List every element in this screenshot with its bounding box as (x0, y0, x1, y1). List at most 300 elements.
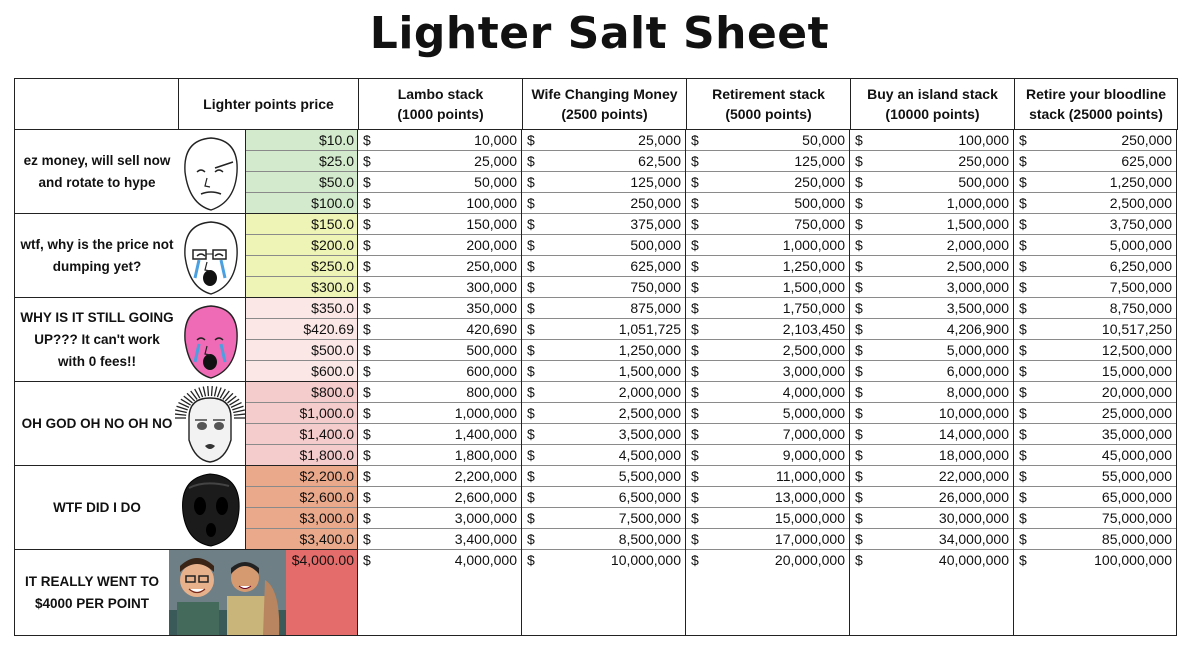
value-cell (850, 235, 1014, 256)
currency-symbol: $ (363, 237, 371, 253)
salt-sheet-table (14, 78, 1177, 636)
value-cell (358, 382, 522, 403)
amount: 12,500,000 (1101, 342, 1172, 358)
currency-symbol: $ (691, 531, 699, 547)
emotion-group-1 (14, 130, 246, 214)
currency-symbol: $ (691, 153, 699, 169)
value-cell (358, 172, 522, 193)
value-cell (1014, 277, 1177, 298)
shocked-wojak-face-icon (175, 384, 245, 463)
currency-symbol: $ (691, 258, 699, 274)
emotion-group-5 (14, 466, 246, 550)
amount: 2,600,000 (454, 489, 517, 505)
value-cell (1014, 424, 1177, 445)
value-cell (686, 151, 850, 172)
value-cell (358, 424, 522, 445)
amount: 65,000,000 (1101, 489, 1172, 505)
value-cell (358, 445, 522, 466)
amount: 10,000 (474, 132, 517, 148)
currency-symbol: $ (691, 552, 699, 568)
amount: 3,500,000 (618, 426, 681, 442)
emotion-label: WHY IS IT STILL GOING UP??? It can't work with 0 fees!! (20, 309, 174, 369)
amount: 250,000 (1121, 132, 1172, 148)
amount: 5,000,000 (782, 405, 845, 421)
currency-symbol: $ (855, 342, 863, 358)
value-cell (686, 508, 850, 529)
amount: 45,000,000 (1101, 447, 1172, 463)
value-cell (850, 466, 1014, 487)
currency-symbol: $ (855, 468, 863, 484)
currency-symbol: $ (855, 321, 863, 337)
value-cell (522, 550, 686, 571)
currency-symbol: $ (855, 279, 863, 295)
value-cell (850, 445, 1014, 466)
value-cell (850, 403, 1014, 424)
table-bottom-border (14, 635, 1177, 636)
value-cell (686, 445, 850, 466)
value-cell (522, 466, 686, 487)
value-cell (686, 529, 850, 550)
currency-symbol: $ (527, 153, 535, 169)
amount: 15,000,000 (774, 510, 845, 526)
amount: 3,000,000 (454, 510, 517, 526)
value-cell (522, 340, 686, 361)
currency-symbol: $ (691, 468, 699, 484)
value-cell (358, 193, 522, 214)
amount: 1,800,000 (454, 447, 517, 463)
amount: 34,000,000 (938, 531, 1009, 547)
currency-symbol: $ (1019, 510, 1027, 526)
emotion-label: WTF DID I DO (53, 499, 141, 515)
amount: 18,000,000 (938, 447, 1009, 463)
celebrating-men-picture (169, 550, 287, 635)
amount: 11,000,000 (775, 468, 845, 484)
amount: 750,000 (630, 279, 681, 295)
currency-symbol: $ (691, 384, 699, 400)
header-column-label: Retire your bloodline stack (25000 points) (1025, 86, 1166, 122)
amount: 2,000,000 (618, 384, 681, 400)
value-cell (358, 508, 522, 529)
value-cell (686, 214, 850, 235)
emotion-group-2 (14, 214, 246, 298)
value-cell (850, 214, 1014, 235)
value-cell (1014, 466, 1177, 487)
value-cell (522, 403, 686, 424)
price-cell: $2,200.0 (246, 466, 358, 487)
currency-symbol: $ (855, 363, 863, 379)
value-cell (1014, 361, 1177, 382)
amount: 2,500,000 (1109, 195, 1172, 211)
value-cell (850, 193, 1014, 214)
column-line (1013, 130, 1014, 636)
amount: 7,500,000 (618, 510, 681, 526)
price-cell: $100.0 (246, 193, 358, 214)
value-cell (850, 130, 1014, 151)
amount: 14,000,000 (938, 426, 1009, 442)
amount: 1,000,000 (454, 405, 517, 421)
currency-symbol: $ (855, 531, 863, 547)
header-column-label: Wife Changing Money (2500 points) (531, 86, 678, 122)
price-cell: $300.0 (246, 277, 358, 298)
value-cell (522, 487, 686, 508)
amount: 3,400,000 (454, 531, 517, 547)
value-cell (850, 340, 1014, 361)
amount: 500,000 (466, 342, 517, 358)
amount: 350,000 (466, 300, 517, 316)
amount: 20,000,000 (1101, 384, 1172, 400)
value-cell (522, 214, 686, 235)
value-cell (522, 193, 686, 214)
currency-symbol: $ (1019, 363, 1027, 379)
header-column-5 (1014, 78, 1178, 130)
amount: 15,000,000 (1101, 363, 1172, 379)
value-cell (1014, 130, 1177, 151)
value-cell (686, 403, 850, 424)
value-cell (850, 172, 1014, 193)
value-cell (522, 277, 686, 298)
currency-symbol: $ (1019, 279, 1027, 295)
price-cell: $420.69 (246, 319, 358, 340)
amount: 50,000 (474, 174, 517, 190)
value-cell (850, 298, 1014, 319)
price-cell: $500.0 (246, 340, 358, 361)
currency-symbol: $ (363, 489, 371, 505)
value-cell (850, 151, 1014, 172)
currency-symbol: $ (363, 405, 371, 421)
amount: 300,000 (466, 279, 517, 295)
black-void-wojak-face-icon (175, 468, 245, 547)
currency-symbol: $ (855, 132, 863, 148)
value-cell (850, 361, 1014, 382)
header-price-label: Lighter points price (203, 96, 334, 112)
amount: 35,000,000 (1101, 426, 1172, 442)
value-cell (850, 256, 1014, 277)
currency-symbol: $ (691, 447, 699, 463)
price-cell: $1,400.0 (246, 424, 358, 445)
currency-symbol: $ (855, 552, 863, 568)
value-cell (686, 298, 850, 319)
column-line (849, 130, 850, 636)
currency-symbol: $ (363, 279, 371, 295)
amount: 30,000,000 (938, 510, 1009, 526)
currency-symbol: $ (363, 552, 371, 568)
header-column-4 (850, 78, 1015, 130)
amount: 13,000,000 (774, 489, 845, 505)
currency-symbol: $ (855, 237, 863, 253)
value-cell (686, 277, 850, 298)
currency-symbol: $ (855, 447, 863, 463)
value-cell (1014, 529, 1177, 550)
value-cell (686, 193, 850, 214)
price-cell: $350.0 (246, 298, 358, 319)
amount: 5,500,000 (618, 468, 681, 484)
currency-symbol: $ (363, 510, 371, 526)
value-cell (1014, 487, 1177, 508)
column-line (357, 130, 358, 636)
currency-symbol: $ (855, 384, 863, 400)
header-column-2 (522, 78, 687, 130)
amount: 25,000 (638, 132, 681, 148)
amount: 2,200,000 (454, 468, 517, 484)
currency-symbol: $ (1019, 237, 1027, 253)
amount: 500,000 (958, 174, 1009, 190)
header-column-1 (358, 78, 523, 130)
currency-symbol: $ (691, 342, 699, 358)
value-cell (358, 214, 522, 235)
value-cell (522, 508, 686, 529)
price-cell: $250.0 (246, 256, 358, 277)
page-title: Lighter Salt Sheet (369, 8, 830, 59)
price-cell: $3,400.0 (246, 529, 358, 550)
value-cell (686, 550, 850, 571)
crying-wojak-face-icon (175, 216, 245, 295)
currency-symbol: $ (691, 279, 699, 295)
price-cell: $50.0 (246, 172, 358, 193)
amount: 3,500,000 (946, 300, 1009, 316)
price-cell: $150.0 (246, 214, 358, 235)
value-cell (850, 529, 1014, 550)
currency-symbol: $ (691, 237, 699, 253)
amount: 1,250,000 (782, 258, 845, 274)
amount: 875,000 (630, 300, 681, 316)
amount: 20,000,000 (774, 552, 845, 568)
amount: 100,000,000 (1094, 552, 1172, 568)
value-cell (686, 424, 850, 445)
amount: 5,000,000 (1109, 237, 1172, 253)
column-line (685, 130, 686, 636)
price-cell: $200.0 (246, 235, 358, 256)
amount: 7,000,000 (782, 426, 845, 442)
value-cell (522, 256, 686, 277)
currency-symbol: $ (855, 405, 863, 421)
amount: 6,250,000 (1109, 258, 1172, 274)
amount: 1,500,000 (782, 279, 845, 295)
currency-symbol: $ (691, 321, 699, 337)
value-cell (522, 172, 686, 193)
amount: 6,000,000 (946, 363, 1009, 379)
amount: 7,500,000 (1109, 279, 1172, 295)
value-cell (1014, 319, 1177, 340)
amount: 40,000,000 (938, 552, 1009, 568)
currency-symbol: $ (691, 489, 699, 505)
currency-symbol: $ (527, 384, 535, 400)
amount: 17,000,000 (774, 531, 845, 547)
amount: 1,750,000 (782, 300, 845, 316)
amount: 200,000 (466, 237, 517, 253)
amount: 2,500,000 (782, 342, 845, 358)
currency-symbol: $ (691, 174, 699, 190)
value-cell (1014, 508, 1177, 529)
currency-symbol: $ (527, 216, 535, 232)
emotion-label: ez money, will sell now and rotate to hype (23, 152, 171, 190)
amount: 600,000 (466, 363, 517, 379)
value-cell (1014, 382, 1177, 403)
amount: 50,000 (802, 132, 845, 148)
currency-symbol: $ (691, 363, 699, 379)
value-cell (1014, 235, 1177, 256)
value-cell (686, 340, 850, 361)
amount: 8,000,000 (946, 384, 1009, 400)
currency-symbol: $ (1019, 132, 1027, 148)
currency-symbol: $ (527, 531, 535, 547)
value-cell (1014, 403, 1177, 424)
emotion-label: OH GOD OH NO OH NO (21, 415, 173, 431)
currency-symbol: $ (1019, 258, 1027, 274)
value-cell (358, 130, 522, 151)
currency-symbol: $ (527, 489, 535, 505)
value-cell (686, 256, 850, 277)
currency-symbol: $ (691, 426, 699, 442)
amount: 85,000,000 (1101, 531, 1172, 547)
currency-symbol: $ (855, 426, 863, 442)
smug-wojak-face-icon (175, 132, 245, 211)
value-cell (686, 235, 850, 256)
column-line (1176, 130, 1177, 636)
currency-symbol: $ (363, 132, 371, 148)
amount: 62,500 (638, 153, 681, 169)
amount: 4,000,000 (454, 552, 517, 568)
currency-symbol: $ (527, 279, 535, 295)
value-cell (358, 361, 522, 382)
amount: 1,250,000 (618, 342, 681, 358)
currency-symbol: $ (855, 153, 863, 169)
currency-symbol: $ (527, 552, 535, 568)
currency-symbol: $ (527, 468, 535, 484)
currency-symbol: $ (527, 426, 535, 442)
value-cell (522, 151, 686, 172)
pink-crying-wojak-face-icon (175, 300, 245, 379)
amount: 1,000,000 (782, 237, 845, 253)
value-cell (1014, 298, 1177, 319)
header-column-3 (686, 78, 851, 130)
currency-symbol: $ (527, 195, 535, 211)
value-cell (358, 487, 522, 508)
emotion-label: IT REALLY WENT TO $4000 PER POINT (24, 573, 159, 611)
amount: 4,500,000 (618, 447, 681, 463)
emotion-group-4 (14, 382, 246, 466)
currency-symbol: $ (363, 195, 371, 211)
currency-symbol: $ (691, 405, 699, 421)
value-cell (358, 298, 522, 319)
price-cell: $3,000.0 (246, 508, 358, 529)
value-cell (1014, 151, 1177, 172)
amount: 1,000,000 (946, 195, 1009, 211)
currency-symbol: $ (363, 342, 371, 358)
amount: 22,000,000 (938, 468, 1009, 484)
emotion-group-6 (14, 550, 246, 636)
currency-symbol: $ (527, 300, 535, 316)
amount: 25,000,000 (1101, 405, 1172, 421)
value-cell (522, 361, 686, 382)
currency-symbol: $ (691, 195, 699, 211)
currency-symbol: $ (1019, 153, 1027, 169)
amount: 750,000 (794, 216, 845, 232)
currency-symbol: $ (855, 216, 863, 232)
value-cell (522, 130, 686, 151)
value-cell (686, 130, 850, 151)
currency-symbol: $ (855, 195, 863, 211)
currency-symbol: $ (363, 468, 371, 484)
value-cell (358, 277, 522, 298)
amount: 55,000,000 (1101, 468, 1172, 484)
currency-symbol: $ (1019, 426, 1027, 442)
value-cell (850, 508, 1014, 529)
header-column-label: Buy an island stack (10000 points) (867, 86, 998, 122)
value-cell (1014, 214, 1177, 235)
value-cell (358, 403, 522, 424)
amount: 2,103,450 (782, 321, 845, 337)
currency-symbol: $ (363, 426, 371, 442)
currency-symbol: $ (527, 447, 535, 463)
amount: 100,000 (466, 195, 517, 211)
value-cell (1014, 256, 1177, 277)
currency-symbol: $ (363, 384, 371, 400)
value-cell (686, 361, 850, 382)
amount: 26,000,000 (938, 489, 1009, 505)
currency-symbol: $ (527, 405, 535, 421)
value-cell (358, 466, 522, 487)
currency-symbol: $ (527, 258, 535, 274)
value-cell (1014, 550, 1177, 571)
currency-symbol: $ (363, 174, 371, 190)
amount: 125,000 (630, 174, 681, 190)
amount: 75,000,000 (1101, 510, 1172, 526)
amount: 8,500,000 (618, 531, 681, 547)
value-cell (686, 172, 850, 193)
value-cell (358, 340, 522, 361)
price-cell: $600.0 (246, 361, 358, 382)
amount: 4,206,900 (946, 321, 1009, 337)
currency-symbol: $ (527, 321, 535, 337)
value-cell (522, 298, 686, 319)
currency-symbol: $ (855, 489, 863, 505)
value-cell (850, 382, 1014, 403)
currency-symbol: $ (1019, 531, 1027, 547)
amount: 2,500,000 (946, 258, 1009, 274)
price-cell: $10.0 (246, 130, 358, 151)
value-cell (1014, 172, 1177, 193)
value-cell (522, 382, 686, 403)
price-cell: $2,600.0 (246, 487, 358, 508)
value-cell (686, 466, 850, 487)
currency-symbol: $ (527, 342, 535, 358)
currency-symbol: $ (363, 531, 371, 547)
amount: 3,000,000 (946, 279, 1009, 295)
price-cell: $800.0 (246, 382, 358, 403)
value-cell (686, 382, 850, 403)
value-cell (1014, 445, 1177, 466)
price-cell: $25.0 (246, 151, 358, 172)
amount: 1,500,000 (946, 216, 1009, 232)
emotion-group-3 (14, 298, 246, 382)
amount: 1,500,000 (618, 363, 681, 379)
amount: 800,000 (466, 384, 517, 400)
value-cell (358, 235, 522, 256)
amount: 1,051,725 (618, 321, 681, 337)
amount: 375,000 (630, 216, 681, 232)
price-cell: $4,000.00 (286, 550, 358, 636)
currency-symbol: $ (527, 510, 535, 526)
price-cell: $1,000.0 (246, 403, 358, 424)
amount: 9,000,000 (782, 447, 845, 463)
currency-symbol: $ (1019, 321, 1027, 337)
currency-symbol: $ (1019, 468, 1027, 484)
amount: 1,400,000 (454, 426, 517, 442)
amount: 6,500,000 (618, 489, 681, 505)
currency-symbol: $ (527, 174, 535, 190)
currency-symbol: $ (1019, 489, 1027, 505)
value-cell (850, 550, 1014, 571)
